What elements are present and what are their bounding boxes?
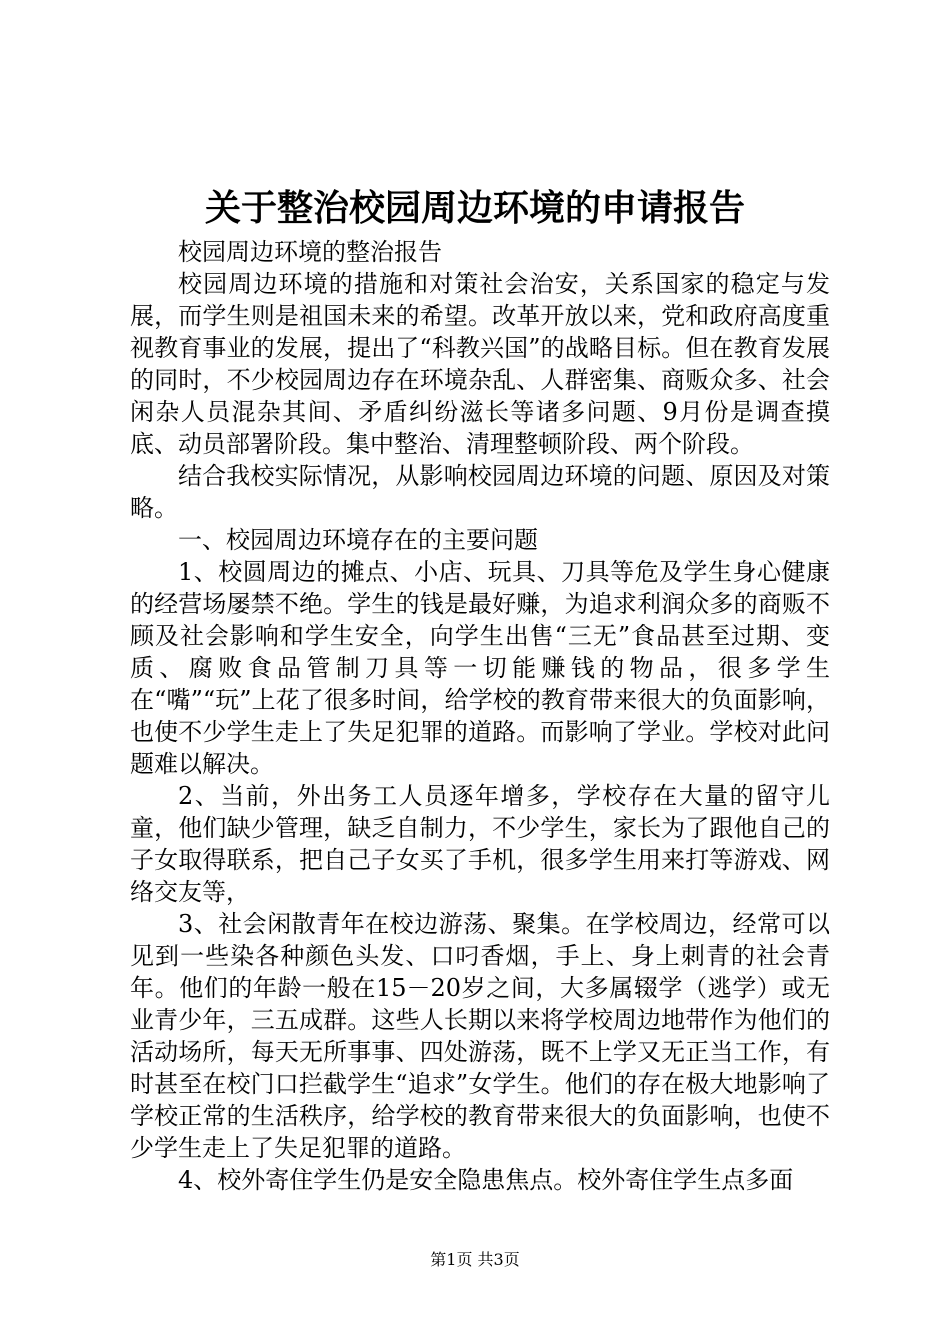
paragraph-subtitle: 校园周边环境的整治报告 [178, 238, 442, 266]
page-footer: 第1页 共3页 [430, 1250, 520, 1269]
paragraph-item-2: 2、当前，外出务工人员逐年增多，学校存在大量的留守儿童，他们缺少管理，缺乏自制力，不少学生，家长为了跟他自己的子女取得联系，把自己子女买了手机，很多学生用来打等游戏、网络交友等， [130, 782, 830, 906]
document-body [130, 236, 830, 1196]
section-heading-1: 一、校园周边环境存在的主要问题 [178, 526, 538, 554]
paragraph-intro: 校园周边环境的措施和对策社会治安，关系国家的稳定与发展，而学生则是祖国未来的希望。改革开放以来，党和政府高度重视教育事业的发展，提出了“科教兴国”的战略目标。但在教育发展的同时，不少校园周边存在环境杂乱、人群密集、商贩众多、社会闲杂人员混杂其间、矛盾纠纷滋长等诸多问题、9月份是调查摸底、动员部署阶段。集中整治、清理整顿阶段、两个阶段。 [130, 270, 830, 458]
paragraph-item-1: 1、校圆周边的摊点、小店、玩具、刀具等危及学生身心健康的经营场屡禁不绝。学生的钱是最好赚，为追求利润众多的商贩不顾及社会影响和学生安全，向学生出售“三无”食品甚至过期、变质、腐败食品管制刀具等一切能赚钱的物品，很多学生在“嘴”“玩”上花了很多时间，给学校的教育带来很大的负面影响，也使不少学生走上了失足犯罪的道路。而影响了学业。学校对此问题难以解决。 [130, 558, 830, 778]
document-title: 关于整治校园周边环境的申请报告 [204, 187, 745, 229]
paragraph-item-4: 4、校外寄住学生仍是安全隐患焦点。校外寄住学生点多面 [178, 1166, 794, 1194]
paragraph-item-3: 3、社会闲散青年在校边游荡、聚集。在学校周边，经常可以见到一些染各种颜色头发、口叼香烟，手上、身上刺青的社会青年。他们的年龄一般在15－20岁之间，大多属辍学（逃学）或无业青少年，三五成群。这些人长期以来将学校周边地带作为他们的活动场所，每天无所事事、四处游荡，既不上学又无正当工作，有时甚至在校门口拦截学生“追求”女学生。他们的存在极大地影响了学校正常的生活秩序，给学校的教育带来很大的负面影响，也使不少学生走上了失足犯罪的道路。 [130, 910, 830, 1162]
paragraph-context: 结合我校实际情况，从影响校园周边环境的问题、原因及对策略。 [130, 462, 830, 522]
